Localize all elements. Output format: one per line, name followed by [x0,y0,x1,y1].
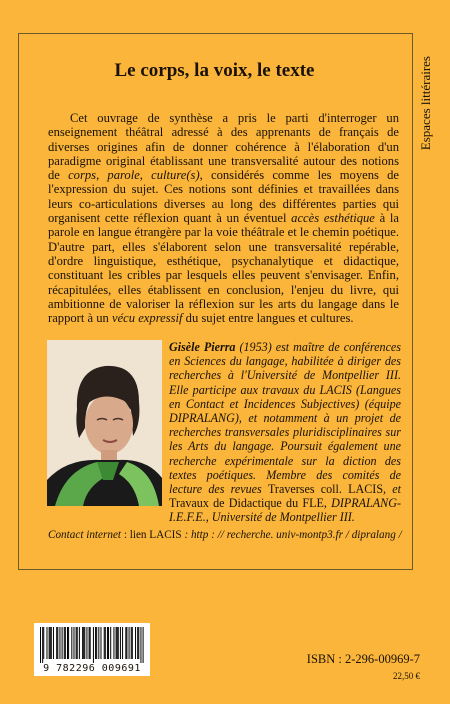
author-name: Gisèle Pierra [169,340,236,354]
barcode-bar [84,627,85,659]
barcode-bar [100,627,101,659]
barcode-bar [125,627,126,659]
summary-paragraph [48,111,399,325]
barcode-bar [50,627,51,659]
barcode-bar [53,627,54,659]
barcode-bar [110,627,111,659]
barcode-bar [122,627,123,659]
barcode-bar [59,627,60,659]
barcode-bar [64,627,65,659]
summary-text: à la parole en langue étrangère par la voie théâtrale et le chemin poétique. D'autre part, elles s'élaborent selon une transversalité repérable, d'ordre linguistique, esthétique, psychanalytique et didactique, constituant les cribles par lesquels elles peuvent s'envisager. Enfin, récapitulées, elles établissent en conclusion, l'enjeu du livre, qui ambitionne de valoriser la réflexion sur les arts du langage dans le rapport à un [48,211,399,326]
barcode-bar [56,627,57,659]
barcode-bar [42,627,43,663]
barcode-bar [113,627,114,659]
barcode [34,623,150,676]
contact-line [48,529,408,541]
barcode-bar [126,627,127,659]
barcode-bar [71,627,72,659]
barcode-bar [67,627,68,659]
barcode-bar [68,627,69,659]
author-photo [47,340,162,506]
ean13-barcode-icon [38,627,146,663]
barcode-bar [137,627,138,659]
book-title: Le corps, la voix, le texte [114,60,315,81]
barcode-bar [40,627,41,663]
contact-url[interactable]: : http : // recherche. univ-montp3.fr / dipralang / [181,529,402,541]
summary-text: Cet ouvrage de synthèse a pris le parti d'interroger un enseignement théâtral adressé à des apprenants de français de diverses origines afin de donner cohérence à l'élaboration d'un paradigme original établissant une transversalité autour des notions de [48,111,399,183]
barcode-digits: 9 782296 009691 [43,663,141,674]
summary-emphasis: vécu expressif [112,311,183,326]
contact-link[interactable]: lien LACIS [129,529,182,541]
isbn: ISBN : 2-296-00969-7 [306,652,420,666]
summary-emphasis: accès esthétique [291,211,375,226]
barcode-bar [51,627,52,659]
series-name: Espaces littéraires [418,55,433,151]
barcode-bar [77,627,78,659]
summary-text: considérés comme les moyens de l'expression du sujet. Ces notions sont définies et travaillées dans leurs co-articulations diverses au long des différentes parties qui organisent cette réflexion quant à un éventuel [48,168,399,226]
barcode-bar [132,627,133,659]
barcode-bar [43,627,44,659]
price: 22,50 € [393,671,420,681]
barcode-bar [138,627,139,659]
barcode-bar [46,627,47,659]
barcode-bar [49,627,50,659]
contact-label: Contact internet [48,529,122,541]
barcode-bar [95,627,96,659]
barcode-bar [98,627,99,659]
barcode-bar [117,627,118,659]
barcode-bar [89,627,90,659]
barcode-bar [90,627,91,659]
barcode-bar [73,627,74,659]
barcode-bar [79,627,80,659]
barcode-bar [143,627,144,663]
barcode-bar [116,627,117,659]
author-portrait-icon [47,340,162,506]
barcode-bar [108,627,109,659]
barcode-bar [96,627,97,659]
barcode-bar [129,627,130,659]
barcode-bar [76,627,77,659]
bio-text: (1953) est maître de conférences en Sciences du langage, habilitée à diriger des recherches à l'Université de Montpellier III. Elle participe aux travaux du LACIS (Langues en Contact et Incidences Subjectives) (équipe DIPRALANG), et notamment à un projet de recherches transversales pluridisciplinaires sur les Arts du langage. Poursuit également une recherche expérimentale sur la diction des textes poétiques. Membre des comités de lecture des revues [169,340,402,497]
barcode-bar [135,627,136,659]
barcode-bar [104,627,105,659]
barcode-bar [120,627,121,659]
barcode-bar [57,627,58,659]
barcode-bar [131,627,132,659]
bio-text: et [386,482,402,497]
barcode-bar [93,627,94,663]
summary-text: du sujet entre langues et cultures. [182,311,354,326]
barcode-bar [65,627,66,659]
barcode-bar [83,627,84,659]
barcode-bar [86,627,87,659]
author-bio [169,340,401,525]
summary-emphasis: corps, parole, culture(s), [68,168,203,183]
barcode-bar [118,627,119,659]
barcode-bar [62,627,63,659]
contact-separator: : [121,529,130,541]
series-spine [414,38,438,168]
journal-name: Travaux de Didactique du FLE, [169,496,327,511]
barcode-bar [105,627,106,659]
journal-name: Traverses coll. LACIS, [267,482,387,497]
bio-text: DIPRALANG-I.E.F.E., Université de Montpellier III. [169,496,401,525]
barcode-bar [140,627,141,663]
barcode-bar [82,627,83,659]
barcode-bar [107,627,108,659]
